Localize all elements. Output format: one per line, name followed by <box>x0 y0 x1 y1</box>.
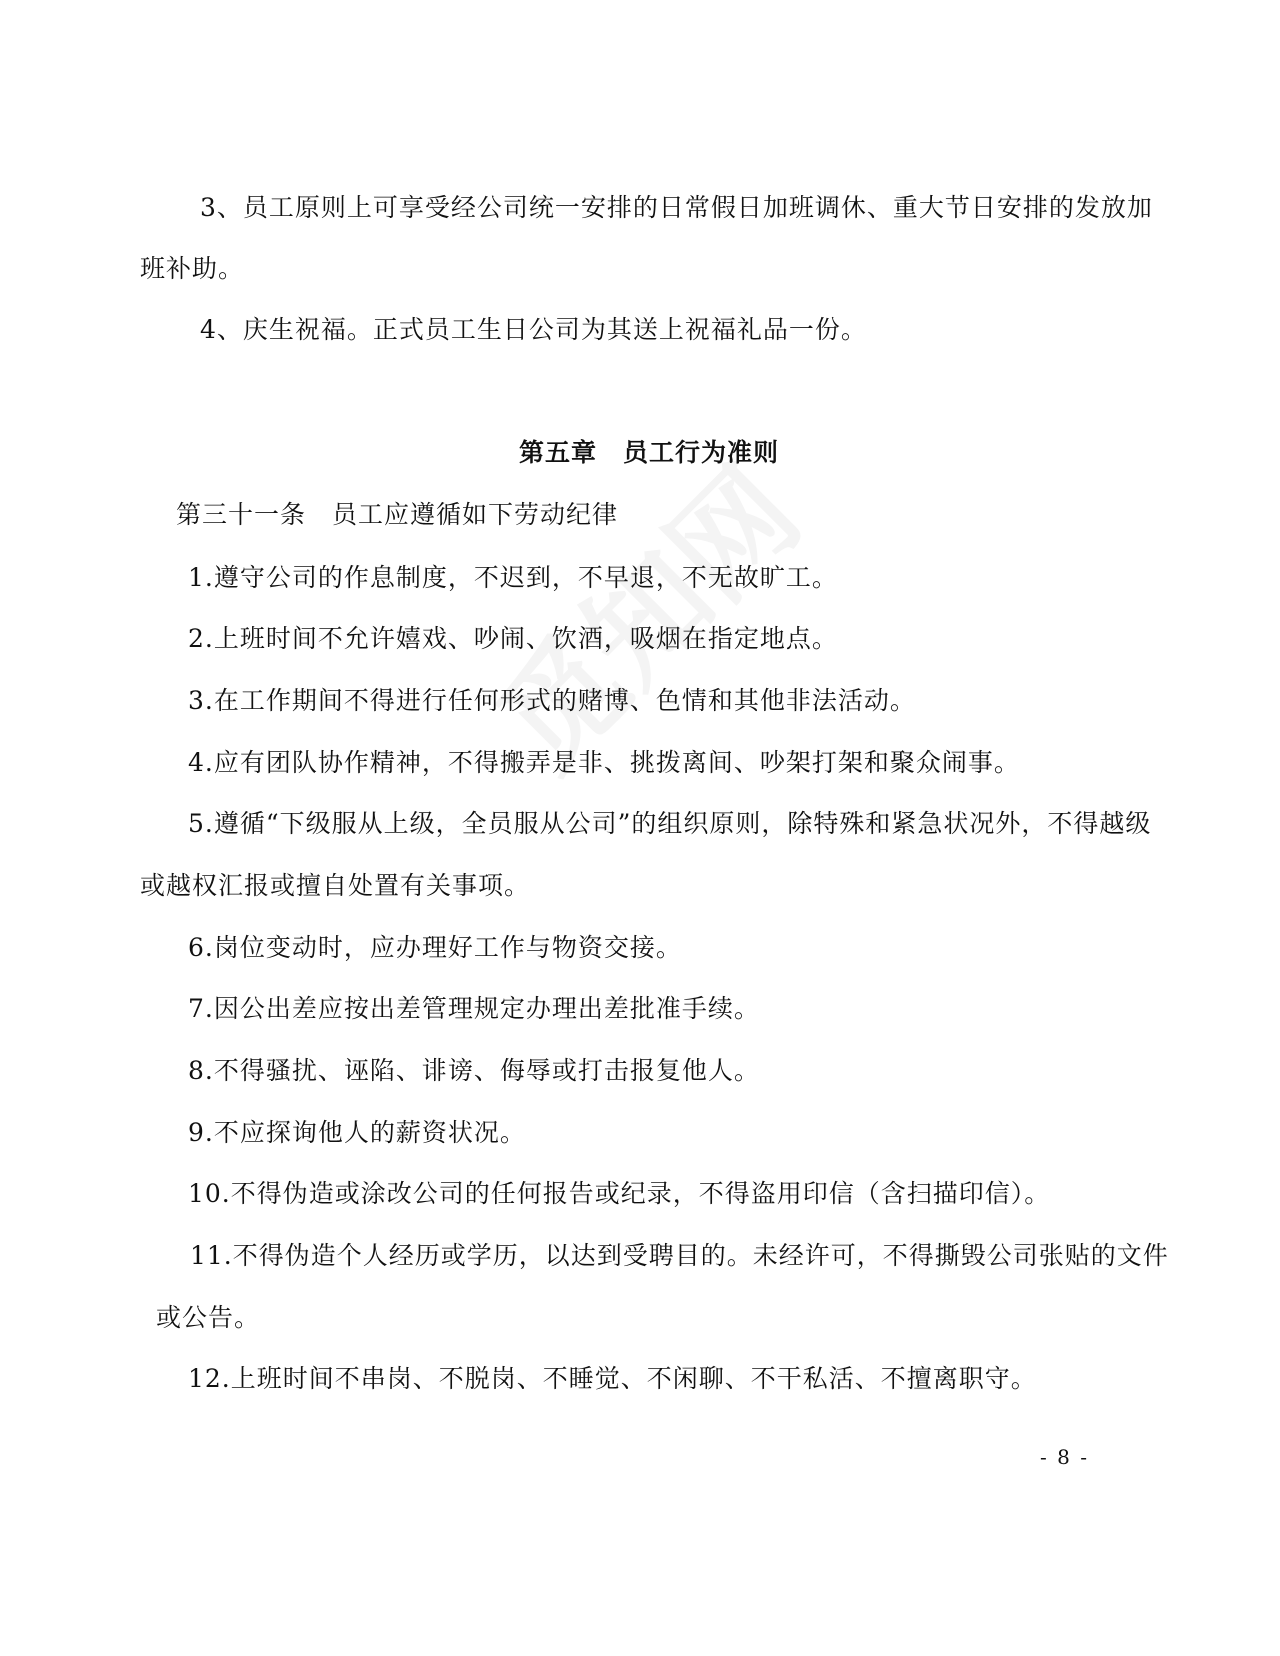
list-item: 6.岗位变动时，应办理好工作与物资交接。 <box>188 933 682 962</box>
list-item-continuation: 或越权汇报或擅自处置有关事项。 <box>140 871 531 900</box>
list-item: 5.遵循“下级服从上级，全员服从公司”的组织原则，除特殊和紧急状况外，不得越级 <box>188 809 1152 838</box>
list-item: 12.上班时间不串岗、不脱岗、不睡觉、不闲聊、不干私活、不擅离职守。 <box>188 1364 1037 1393</box>
list-item: 2.上班时间不允许嬉戏、吵闹、饮酒，吸烟在指定地点。 <box>188 624 838 653</box>
paragraph-3-line-2: 班补助。 <box>140 254 245 283</box>
list-item: 11.不得伪造个人经历或学历，以达到受聘目的。未经许可，不得撕毁公司张贴的文件 <box>190 1241 1169 1270</box>
list-item: 7.因公出差应按出差管理规定办理出差批准手续。 <box>188 994 760 1023</box>
article-title: 第三十一条 员工应遵循如下劳动纪律 <box>176 500 619 529</box>
list-item: 10.不得伪造或涂改公司的任何报告或纪录，不得盗用印信（含扫描印信）。 <box>188 1179 1051 1208</box>
chapter-title: 第五章 员工行为准则 <box>519 438 780 467</box>
paragraph-3-line-1: 3、员工原则上可享受经公司统一安排的日常假日加班调休、重大节日安排的发放加 <box>200 193 1153 222</box>
paragraph-4: 4、庆生祝福。正式员工生日公司为其送上祝福礼品一份。 <box>200 315 867 344</box>
list-item: 4.应有团队协作精神，不得搬弄是非、挑拨离间、吵架打架和聚众闹事。 <box>188 748 1020 777</box>
list-item: 1.遵守公司的作息制度，不迟到，不早退，不无故旷工。 <box>188 563 838 592</box>
page-number: - 8 - <box>1040 1445 1089 1469</box>
list-item-continuation: 或公告。 <box>156 1303 261 1332</box>
list-item: 9.不应探询他人的薪资状况。 <box>188 1118 526 1147</box>
list-item: 8.不得骚扰、诬陷、诽谤、侮辱或打击报复他人。 <box>188 1056 760 1085</box>
list-item: 3.在工作期间不得进行任何形式的赌博、色情和其他非法活动。 <box>188 686 916 715</box>
